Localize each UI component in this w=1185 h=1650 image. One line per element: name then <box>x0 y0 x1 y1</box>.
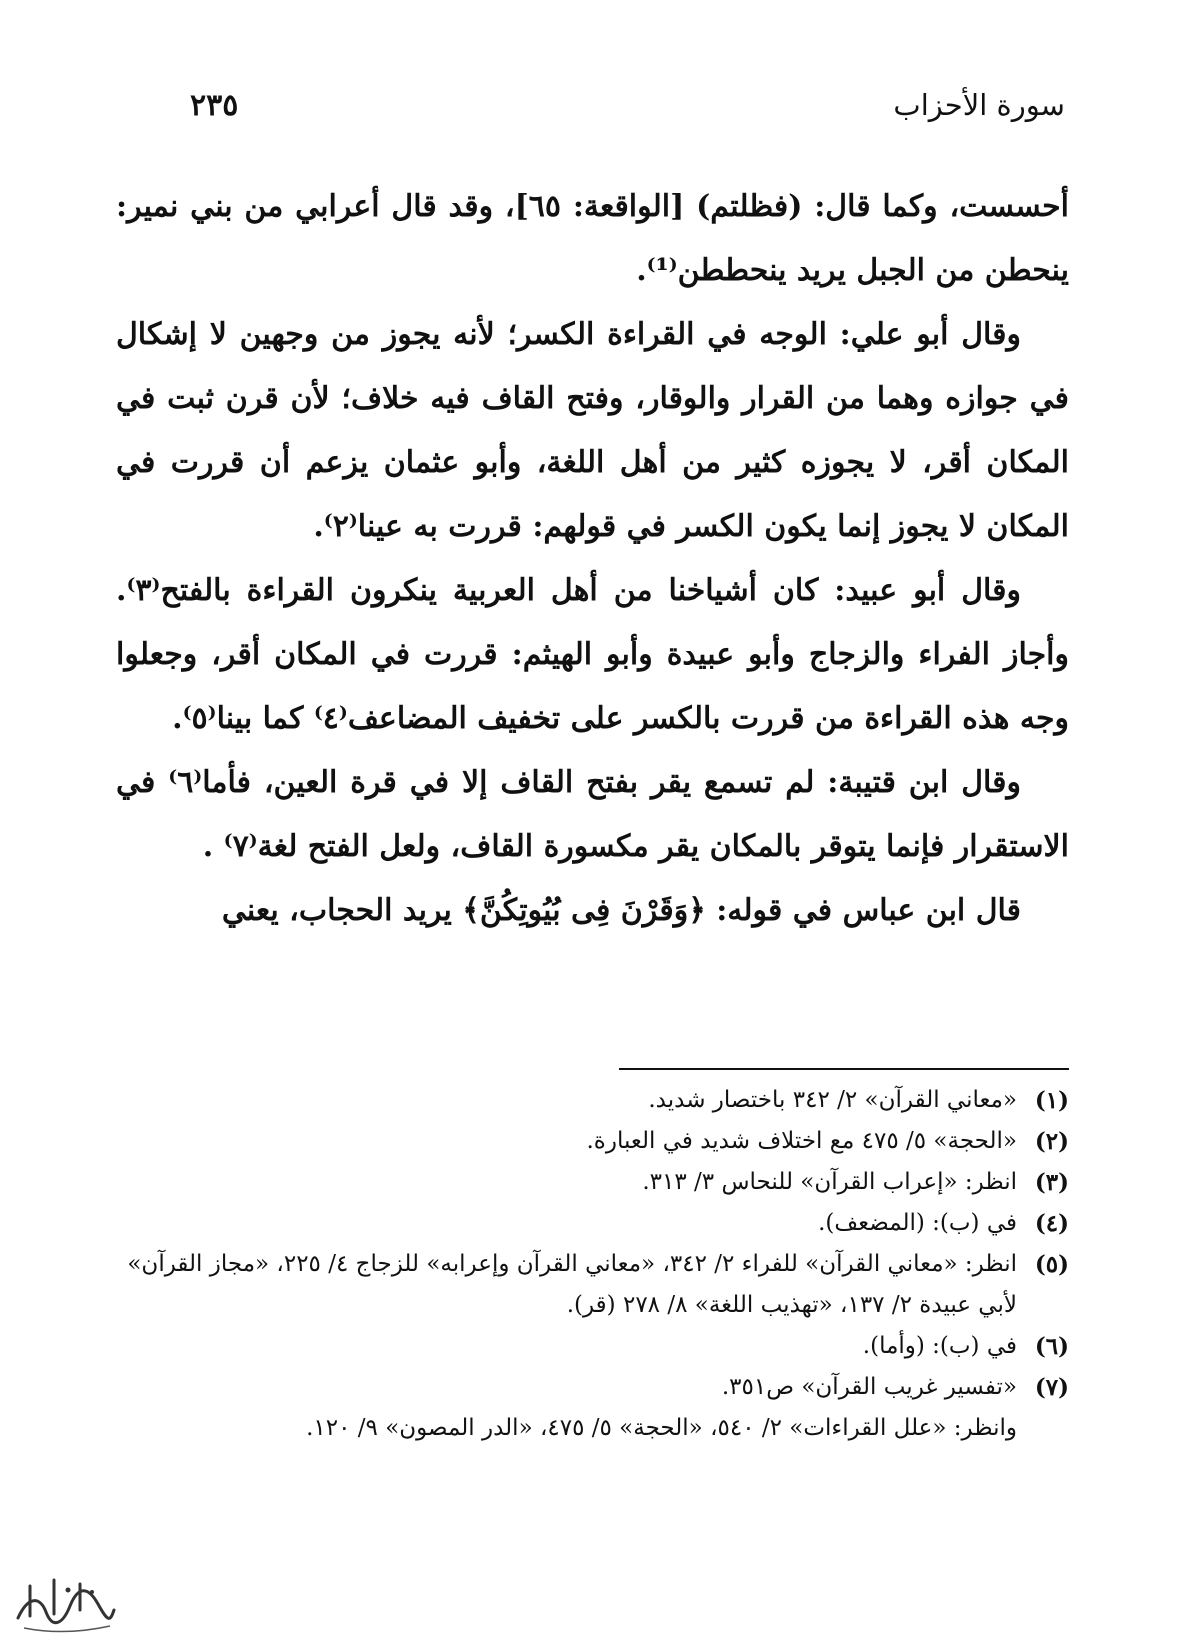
main-text <box>116 175 1069 943</box>
footnote-continuation: وانظر: «علل القراءات» ٢/ ٥٤٠، «الحجة» ٥/ ٤٧٥، «الدر المصون» ٩/ ١٢٠. <box>306 1415 1017 1441</box>
footnote-number: (٤) <box>1034 1210 1069 1237</box>
footnote <box>116 1326 1069 1367</box>
footnote-text: «تفسير غريب القرآن» ص٣٥١. <box>721 1374 1017 1400</box>
calligraphy-stamp-icon <box>10 1566 120 1638</box>
footnote <box>116 1121 1069 1162</box>
footnote-text: في (ب): (المضعف). <box>818 1210 1017 1236</box>
footnote <box>116 1162 1069 1203</box>
footnote-number: (٧) <box>1034 1374 1069 1401</box>
footnote-text: «الحجة» ٥/ ٤٧٥ مع اختلاف شديد في العبارة. <box>586 1128 1017 1154</box>
footnote-number: (٦) <box>1034 1333 1069 1360</box>
paragraph: أحسست، وكما قال: (فظلتم) [الواقعة: ٦٥]، وقد قال أعرابي من بني نمير: ينحطن من الجبل يريد ينحططن⁽¹⁾. <box>116 189 1069 288</box>
footnote-text: «معاني القرآن» ٢/ ٣٤٢ باختصار شديد. <box>648 1087 1017 1113</box>
footnote-text: انظر: «معاني القرآن» للفراء ٢/ ٣٤٢، «معاني القرآن وإعرابه» للزجاج ٤/ ٢٢٥، «مجاز القرآن» لأبي عبيدة ٢/ ١٣٧، «تهذيب اللغة» ٨/ ٢٧٨ (قر). <box>127 1251 1017 1318</box>
footnotes <box>116 1080 1069 1449</box>
library-stamp-logo <box>10 1566 120 1638</box>
footnote <box>116 1203 1069 1244</box>
paragraph: وقال أبو علي: الوجه في القراءة الكسر؛ لأنه يجوز من وجهين لا إشكال في جوازه وهما من القرار والوقار، وفتح القاف فيه خلاف؛ لأن قرن ثبت في المكان أقر، لا يجوزه كثير من أهل اللغة، وأبو عثمان يزعم أن قررت في المكان لا يجوز إنما يكون الكسر في قولهم: قررت به عينا⁽٢⁾. <box>116 317 1069 544</box>
page-header <box>190 88 1065 128</box>
footnote-number: (٥) <box>1034 1251 1069 1278</box>
footnote-number: (٢) <box>1034 1128 1069 1155</box>
paragraph: وقال ابن قتيبة: لم تسمع يقر بفتح القاف إلا في قرة العين، فأما⁽٦⁾ في الاستقرار فإنما يتوقر بالمكان يقر مكسورة القاف، ولعل الفتح لغة⁽٧⁾ . <box>116 765 1069 864</box>
paragraph: قال ابن عباس في قوله: ﴿وَقَرْنَ فِى بُيُوتِكُنَّ﴾ يريد الحجاب، يعني <box>221 893 1021 928</box>
surah-title: سورة الأحزاب <box>893 88 1065 122</box>
footnote-text: انظر: «إعراب القرآن» للنحاس ٣/ ٣١٣. <box>642 1169 1017 1195</box>
paragraph: وقال أبو عبيد: كان أشياخنا من أهل العربية ينكرون القراءة بالفتح⁽٣⁾. وأجاز الفراء والزجاج وأبو عبيدة وأبو الهيثم: قررت في المكان أقر، وجعلوا وجه هذه القراءة من قررت بالكسر على تخفيف المضاعف⁽٤⁾ كما بينا⁽٥⁾. <box>116 573 1070 736</box>
page-number: ٢٣٥ <box>190 88 239 123</box>
footnote <box>116 1244 1069 1326</box>
footnote-number: (٣) <box>1034 1169 1069 1196</box>
footnote <box>116 1080 1069 1121</box>
footnote-text: في (ب): (وأما). <box>862 1333 1017 1359</box>
footnote-separator <box>619 1068 1069 1070</box>
footnote-number: (١) <box>1034 1087 1069 1114</box>
footnote <box>116 1367 1069 1408</box>
